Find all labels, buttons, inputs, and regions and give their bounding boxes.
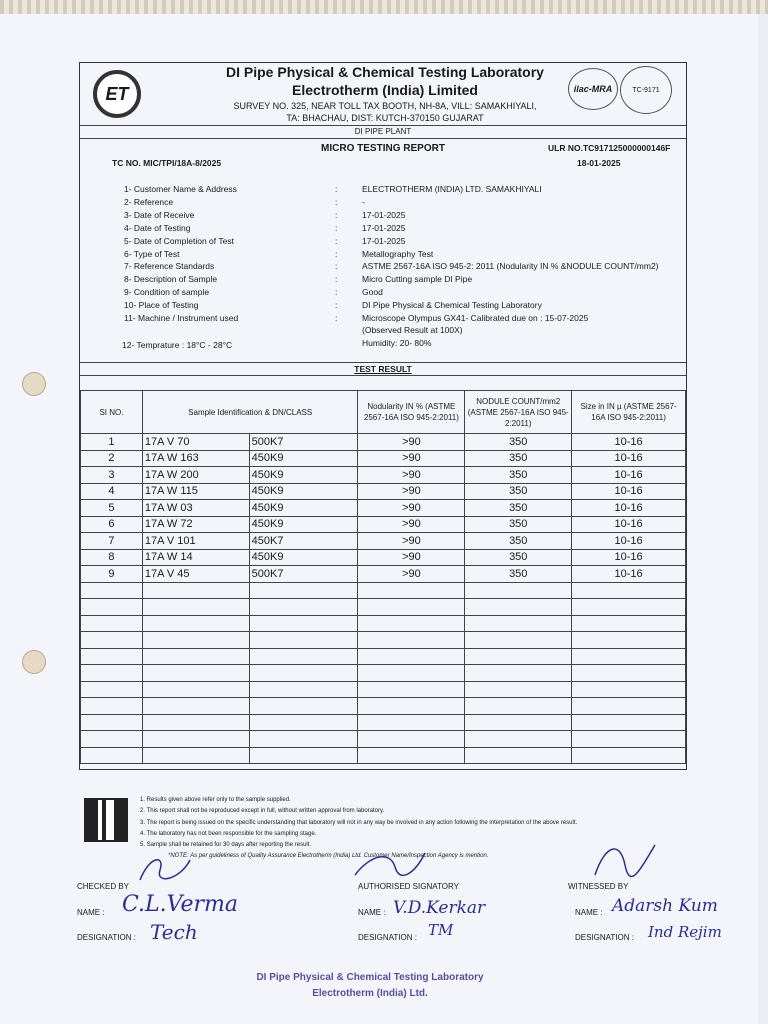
- empty-cell: [572, 665, 686, 682]
- cell-dn-class: 450K7: [249, 533, 358, 550]
- detail-value: Micro Cutting sample DI Pipe: [362, 274, 473, 285]
- cell-si-no: 2: [81, 450, 143, 467]
- cell-si-no: 8: [81, 549, 143, 566]
- empty-cell: [572, 747, 686, 764]
- empty-cell: [358, 698, 465, 715]
- col-nodule-count: NODULE COUNT/mm2 (ASTME 2567-16A ISO 945-2:2011): [465, 391, 572, 434]
- detail-value: 17-01-2025: [362, 209, 406, 220]
- designation-label: DESIGNATION :: [77, 933, 136, 942]
- empty-row: [81, 714, 686, 731]
- empty-cell: [249, 714, 358, 731]
- empty-cell: [249, 599, 358, 616]
- empty-cell: [142, 698, 249, 715]
- empty-cell: [465, 632, 572, 649]
- company-logo: ET: [93, 70, 141, 118]
- name-label: NAME :: [358, 908, 386, 917]
- empty-cell: [81, 681, 143, 698]
- checked-signature: [130, 850, 200, 890]
- cell-size: 10-16: [572, 533, 686, 550]
- empty-cell: [249, 747, 358, 764]
- detail-label: 9- Condition of sample: [124, 287, 210, 298]
- table-row: [81, 450, 686, 467]
- empty-row: [81, 632, 686, 649]
- auth-designation-handwritten: TM: [428, 921, 454, 939]
- lab-title: DI Pipe Physical & Chemical Testing Laboratory: [226, 64, 544, 80]
- punch-hole: [22, 650, 46, 674]
- detail-colon: :: [335, 313, 338, 323]
- checked-designation-handwritten: Tech: [150, 920, 198, 944]
- cell-sample-id: 17A W 200: [142, 467, 249, 484]
- cell-sample-id: 17A W 03: [142, 500, 249, 517]
- detail-colon: :: [335, 274, 338, 285]
- cell-sample-id: 17A W 115: [142, 483, 249, 500]
- empty-cell: [358, 615, 465, 632]
- cell-sample-id: 17A V 45: [142, 566, 249, 583]
- empty-cell: [142, 599, 249, 616]
- detail-value: 17-01-2025: [362, 222, 406, 233]
- cell-size: 10-16: [572, 549, 686, 566]
- empty-cell: [465, 681, 572, 698]
- empty-cell: [142, 665, 249, 682]
- cell-size: 10-16: [572, 434, 686, 451]
- empty-cell: [465, 698, 572, 715]
- empty-cell: [81, 582, 143, 599]
- cell-size: 10-16: [572, 467, 686, 484]
- empty-cell: [572, 648, 686, 665]
- detail-colon: :: [335, 287, 338, 298]
- detail-colon: :: [335, 261, 338, 272]
- cell-nodularity: >90: [358, 533, 465, 550]
- notes: 1. Results given above refer only to the sample supplied. 2. This report shall not be reproduced except in full, without written approval from laboratory. 3. The report is being issued on the specific understanding that laboratory will not in any way be involved in any action following the interpretation of the above result. 4. The laboratory has not been responsible for the sampling stage. 5. Sample shall be retained for 30 days after reporting the result. *NOTE: As per guideliness of Quality Assurance Electrotherm (India) Ltd. Customer Name/Inspection Agency is mention.: [140, 797, 578, 860]
- nabl-logo: TC-9171: [620, 66, 672, 114]
- cell-nodularity: >90: [358, 450, 465, 467]
- empty-row: [81, 648, 686, 665]
- empty-cell: [249, 665, 358, 682]
- cell-dn-class: 450K9: [249, 483, 358, 500]
- checked-name-handwritten: C.L.Verma: [122, 892, 239, 917]
- address: SURVEY NO. 325, NEAR TOLL TAX BOOTH, NH-8A, VILL: SAMAKHIYALI, TA: BHACHAU, DIST: KUTCH-370150 GUJARAT: [233, 101, 537, 123]
- empty-cell: [465, 615, 572, 632]
- cell-nodule-count: 350: [465, 434, 572, 451]
- empty-cell: [81, 665, 143, 682]
- test-result-heading: TEST RESULT: [354, 364, 412, 374]
- empty-cell: [142, 615, 249, 632]
- cell-si-no: 7: [81, 533, 143, 550]
- company-name: Electrotherm (India) Limited: [292, 82, 478, 98]
- cell-nodularity: >90: [358, 566, 465, 583]
- cell-si-no: 3: [81, 467, 143, 484]
- empty-cell: [358, 665, 465, 682]
- authorised-signatory-label: AUTHORISED SIGNATORY: [358, 882, 459, 891]
- cell-dn-class: 450K9: [249, 549, 358, 566]
- empty-cell: [465, 665, 572, 682]
- empty-cell: [358, 599, 465, 616]
- table-row: [81, 516, 686, 533]
- empty-cell: [358, 731, 465, 748]
- detail-label: 10- Place of Testing: [124, 300, 199, 311]
- cell-si-no: 1: [81, 434, 143, 451]
- empty-cell: [81, 714, 143, 731]
- empty-row: [81, 665, 686, 682]
- empty-cell: [249, 731, 358, 748]
- cell-sample-id: 17A W 163: [142, 450, 249, 467]
- humidity: Humidity: 20- 80%: [362, 338, 432, 348]
- detail-value: ASTME 2567-16A ISO 945-2: 2011 (Nodularity IN % &NODULE COUNT/mm2): [362, 261, 659, 272]
- cell-nodule-count: 350: [465, 467, 572, 484]
- cell-sample-id: 17A W 14: [142, 549, 249, 566]
- empty-row: [81, 582, 686, 599]
- report-title: MICRO TESTING REPORT: [321, 143, 445, 154]
- table-row: [81, 533, 686, 550]
- temperature: 12- Temprature : 18°C - 28°C: [122, 340, 233, 350]
- detail-value: -: [362, 196, 365, 207]
- detail-label: 1- Customer Name & Address: [124, 184, 237, 194]
- table-row: [81, 549, 686, 566]
- empty-row: [81, 615, 686, 632]
- cell-nodularity: >90: [358, 516, 465, 533]
- empty-cell: [465, 731, 572, 748]
- cell-nodule-count: 350: [465, 566, 572, 583]
- designation-label: DESIGNATION :: [575, 933, 634, 942]
- empty-cell: [81, 648, 143, 665]
- witnessed-by-label: WITNESSED BY: [568, 882, 629, 891]
- plant-name: DI PIPE PLANT: [354, 127, 412, 136]
- auth-name-handwritten: V.D.Kerkar: [393, 898, 486, 918]
- empty-cell: [249, 681, 358, 698]
- empty-cell: [358, 582, 465, 599]
- empty-cell: [465, 714, 572, 731]
- designation-label: DESIGNATION :: [358, 933, 417, 942]
- checked-by-label: CHECKED BY: [77, 882, 130, 891]
- cell-dn-class: 450K9: [249, 500, 358, 517]
- empty-cell: [358, 714, 465, 731]
- empty-row: [81, 681, 686, 698]
- empty-cell: [142, 731, 249, 748]
- empty-row: [81, 747, 686, 764]
- detail-colon: :: [335, 222, 338, 233]
- empty-cell: [358, 747, 465, 764]
- empty-cell: [81, 731, 143, 748]
- cell-si-no: 4: [81, 483, 143, 500]
- empty-row: [81, 698, 686, 715]
- col-si-no: SI NO.: [81, 391, 143, 434]
- cell-dn-class: 450K9: [249, 467, 358, 484]
- cell-nodularity: >90: [358, 483, 465, 500]
- empty-cell: [249, 615, 358, 632]
- cell-nodularity: >90: [358, 549, 465, 566]
- observed-result: (Observed Result at 100X): [362, 325, 463, 335]
- authorised-signature: [350, 845, 430, 885]
- punch-hole: [22, 372, 46, 396]
- empty-cell: [572, 615, 686, 632]
- detail-label: 8- Description of Sample: [124, 274, 218, 285]
- cell-si-no: 9: [81, 566, 143, 583]
- empty-cell: [358, 648, 465, 665]
- cell-dn-class: 500K7: [249, 566, 358, 583]
- empty-cell: [572, 599, 686, 616]
- cell-si-no: 6: [81, 516, 143, 533]
- cell-nodule-count: 350: [465, 500, 572, 517]
- cell-nodule-count: 350: [465, 549, 572, 566]
- detail-colon: :: [335, 184, 338, 194]
- empty-cell: [572, 698, 686, 715]
- witness-signature: [585, 835, 665, 885]
- result-table: [80, 390, 686, 764]
- detail-value: Metallography Test: [362, 248, 434, 259]
- cell-nodule-count: 350: [465, 450, 572, 467]
- cell-size: 10-16: [572, 500, 686, 517]
- detail-colon: :: [335, 300, 338, 311]
- empty-cell: [142, 714, 249, 731]
- cell-dn-class: 450K9: [249, 516, 358, 533]
- col-nodularity: Nodularity IN % (ASTME 2567-16A ISO 945-2:2011): [358, 391, 465, 434]
- empty-cell: [572, 632, 686, 649]
- footer-stamp: DI Pipe Physical & Chemical Testing Laboratory Electrotherm (India) Ltd.: [256, 972, 484, 999]
- cell-nodularity: >90: [358, 434, 465, 451]
- detail-label: 3- Date of Receive: [124, 209, 195, 220]
- empty-cell: [572, 731, 686, 748]
- cell-nodule-count: 350: [465, 533, 572, 550]
- tc-number: TC NO. MIC/TPI/18A-8/2025: [112, 158, 222, 168]
- col-sample: Sample Identification & DN/CLASS: [142, 391, 358, 434]
- detail-label: 7- Reference Standards: [124, 261, 215, 272]
- cell-dn-class: 450K9: [249, 450, 358, 467]
- detail-label: 4- Date of Testing: [124, 222, 191, 233]
- detail-label: 2- Reference: [124, 196, 174, 207]
- detail-value: Good: [362, 287, 383, 298]
- detail-label: 5- Date of Completion of Test: [124, 235, 234, 246]
- empty-row: [81, 731, 686, 748]
- cell-nodularity: >90: [358, 467, 465, 484]
- empty-row: [81, 599, 686, 616]
- detail-value: ELECTROTHERM (INDIA) LTD. SAMAKHIYALI: [362, 184, 542, 194]
- witness-designation-handwritten: Ind Rejim: [648, 923, 722, 941]
- detail-label: 11- Machine / Instrument used: [124, 313, 239, 323]
- cell-nodularity: >90: [358, 500, 465, 517]
- cell-si-no: 5: [81, 500, 143, 517]
- empty-cell: [142, 747, 249, 764]
- cell-sample-id: 17A W 72: [142, 516, 249, 533]
- ilac-mra-logo: ilac-MRA: [568, 68, 618, 110]
- empty-cell: [142, 582, 249, 599]
- name-label: NAME :: [575, 908, 603, 917]
- cell-size: 10-16: [572, 566, 686, 583]
- empty-cell: [358, 681, 465, 698]
- detail-colon: :: [335, 196, 338, 207]
- col-size: Size in IN µ (ASTME 2567-16A ISO 945-2:2011): [572, 391, 686, 434]
- empty-cell: [142, 648, 249, 665]
- name-label: NAME :: [77, 908, 105, 917]
- witness-name-handwritten: Adarsh Kum: [612, 896, 718, 916]
- perforated-edge: [0, 0, 768, 14]
- cell-sample-id: 17A V 70: [142, 434, 249, 451]
- detail-value: Microscope Olympus GX41- Calibrated due on : 15-07-2025: [362, 313, 589, 323]
- empty-cell: [81, 599, 143, 616]
- empty-cell: [81, 747, 143, 764]
- table-row: [81, 500, 686, 517]
- empty-cell: [249, 632, 358, 649]
- table-row: [81, 434, 686, 451]
- cell-size: 10-16: [572, 516, 686, 533]
- empty-cell: [81, 698, 143, 715]
- empty-cell: [572, 714, 686, 731]
- empty-cell: [572, 582, 686, 599]
- empty-cell: [465, 747, 572, 764]
- detail-colon: :: [335, 235, 338, 246]
- table-row: [81, 467, 686, 484]
- empty-cell: [81, 615, 143, 632]
- empty-cell: [465, 582, 572, 599]
- empty-cell: [572, 681, 686, 698]
- detail-colon: :: [335, 209, 338, 220]
- table-row: [81, 483, 686, 500]
- table-row: [81, 566, 686, 583]
- cell-sample-id: 17A V 101: [142, 533, 249, 550]
- detail-label: 6- Type of Test: [124, 248, 180, 259]
- cell-size: 10-16: [572, 450, 686, 467]
- empty-cell: [249, 698, 358, 715]
- empty-cell: [142, 632, 249, 649]
- empty-cell: [249, 582, 358, 599]
- empty-cell: [81, 632, 143, 649]
- cell-size: 10-16: [572, 483, 686, 500]
- ulr-number: ULR NO.TC917125000000146F: [548, 143, 671, 153]
- empty-cell: [249, 648, 358, 665]
- cell-dn-class: 500K7: [249, 434, 358, 451]
- qr-code: [84, 798, 128, 842]
- detail-colon: :: [335, 248, 338, 259]
- empty-cell: [465, 599, 572, 616]
- cell-nodule-count: 350: [465, 483, 572, 500]
- detail-value: DI Pipe Physical & Chemical Testing Laboratory: [362, 300, 542, 311]
- empty-cell: [465, 648, 572, 665]
- empty-cell: [142, 681, 249, 698]
- report-date: 18-01-2025: [577, 158, 621, 168]
- detail-value: 17-01-2025: [362, 235, 406, 246]
- cell-nodule-count: 350: [465, 516, 572, 533]
- empty-cell: [358, 632, 465, 649]
